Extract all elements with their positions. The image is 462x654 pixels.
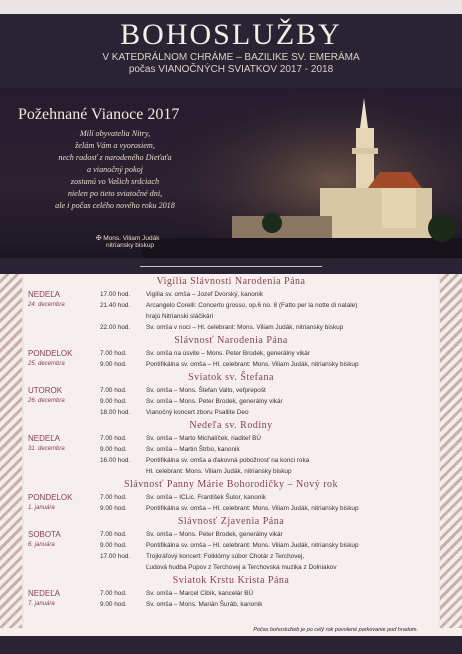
schedule-row — [24, 348, 438, 359]
event-description: Pontifikálna sv. omša – Hl. celebrant: Mons. Viliam Judák, nitriansky biskup — [146, 542, 359, 549]
time-label: 7.00 hod. — [100, 435, 127, 442]
event-description: Pontifikálna sv. omša – Hl. celebrant: Mons. Viliam Judák, nitriansky biskup — [146, 361, 359, 368]
left-stripe-border — [0, 274, 22, 636]
top-toolbar — [0, 0, 462, 15]
signature-role: nitriansky biskup — [106, 242, 155, 249]
event-description: Pontifikálna sv. omša a ďakovná pobožnosť na konci roka — [146, 457, 310, 464]
schedule-row — [24, 289, 438, 300]
schedule-row — [24, 455, 438, 466]
schedule-row — [24, 562, 438, 573]
section-title: Sviatok sv. Štefana — [188, 372, 274, 383]
schedule-row — [24, 503, 438, 514]
right-stripe-border — [440, 274, 462, 636]
event-description: Pontifikálna sv. omša – Hl. celebrant: Mons. Viliam Judák, nitriansky biskup — [146, 505, 359, 512]
signature — [96, 235, 160, 249]
greeting-line: nech radosť z narodeného Dieťaťa — [58, 153, 172, 162]
time-label: 18.00 hod. — [100, 409, 131, 416]
divider-line — [140, 266, 322, 267]
date-label: 24. decembra — [28, 302, 65, 308]
section-title: Slávnosť Panny Márie Bohorodičky – Nový rok — [123, 479, 339, 490]
header-subtitle-2: počas VIANOČNÝCH SVIATKOV 2017 - 2018 — [128, 64, 334, 75]
schedule-row — [24, 466, 438, 477]
event-description: Trojkráľový koncert: Folklórny súbor Chotár z Terchovej, — [146, 553, 305, 560]
schedule-row — [24, 433, 438, 444]
event-description: Sv. omša v noci – Hl. celebrant: Mons. Viliam Judák, nitriansky biskup — [146, 324, 344, 331]
section-title: Vigília Slávnosti Narodenia Pána — [156, 276, 306, 287]
greeting-line: Milí obyvatelia Nitry, — [79, 129, 151, 138]
schedule-row — [24, 359, 438, 370]
time-label: 17.00 hod. — [100, 291, 131, 298]
time-label: 9.00 hod. — [100, 505, 127, 512]
greeting-line: a vianočný pokoj — [87, 165, 143, 174]
event-description: Sv. omša – Mons. Štefan Vallo, vefprepošt — [146, 387, 266, 394]
event-description: Sv. omša – ICLic. František Šutor, kanonik — [146, 494, 266, 501]
time-label: 7.00 hod. — [100, 494, 127, 501]
header — [0, 14, 462, 88]
event-description: Ľudová hudba Pupov z Terchovej a Terchovská muzika z Dolniakov — [146, 564, 337, 571]
day-label: PONDELOK — [28, 349, 73, 358]
event-description: Sv. omša – Mons. Peter Brodek, generálny vikár — [146, 531, 283, 538]
time-label: 9.00 hod. — [100, 446, 127, 453]
day-label: SOBOTA — [28, 530, 61, 539]
date-label: 6. januára — [28, 542, 55, 548]
event-description: Sv. omša – Martin Štrbo, kanonik — [146, 446, 240, 453]
event-description: Hl. celebrant: Mons. Viliam Judák, nitriansky biskup — [146, 468, 292, 475]
event-description: Sv. omša na úsvite – Mons. Peter Brodek, generálny vikár — [146, 350, 310, 357]
time-label: 9.00 hod. — [100, 542, 127, 549]
day-label: NEDEĽA — [28, 290, 61, 299]
time-label: 7.00 hod. — [100, 531, 127, 538]
time-label: 17.00 hod. — [100, 553, 131, 560]
date-label: 25. decembra — [28, 361, 65, 367]
event-description: Arcangelo Corelli: Concerto grosso, op.6 no. 8 (Fatto per la notte di natale) — [146, 302, 358, 309]
header-subtitle-1: V KATEDRÁLNOM CHRÁME – BAZILIKE SV. EMERÁMA — [102, 52, 360, 63]
event-description: hrajú Nitrianski sláčikári — [146, 313, 214, 320]
greeting-text — [40, 128, 190, 212]
event-description: Sv. omša – Marcel Cibík, kancelár BÚ — [146, 590, 254, 597]
date-label: 31. decembra — [28, 446, 65, 452]
greeting-line: želám Vám a vyorosiem, — [75, 141, 155, 150]
time-label: 22.00 hod. — [100, 324, 131, 331]
schedule-row — [24, 407, 438, 418]
section-title: Sviatok Krstu Krista Pána — [172, 575, 290, 586]
section-title: Slávnosť Narodenia Pána — [174, 335, 288, 346]
schedule-row — [24, 599, 438, 610]
castle-illustration — [142, 88, 462, 258]
date-label: 7. januára — [28, 601, 55, 607]
schedule-row — [24, 551, 438, 562]
schedule-row — [24, 311, 438, 322]
event-description: Vigília sv. omša – Jozef Dvorský, kanonik — [146, 291, 263, 298]
schedule-row — [24, 322, 438, 333]
footer — [0, 627, 462, 654]
castle-photo — [0, 88, 462, 258]
time-label: 7.00 hod. — [100, 387, 127, 394]
event-description: Sv. omša – Marto Michalíček, riaditeľ BÚ — [146, 435, 262, 442]
greeting-line: ale i počas celého nového roku 2018 — [55, 201, 175, 210]
schedule-row — [24, 540, 438, 551]
day-label: UTOROK — [28, 386, 63, 395]
event-description: Vianočný koncert zboru Psallite Deo — [146, 409, 249, 416]
page-title: BOHOSLUŽBY — [120, 18, 342, 51]
section-title: Slávnosť Zjavenia Pána — [177, 516, 285, 527]
section-title: Nedeľa sv. Rodiny — [189, 420, 273, 431]
day-label: PONDELOK — [28, 493, 73, 502]
time-label: 7.00 hod. — [100, 590, 127, 597]
event-description: Sv. omša – Mons. Peter Brodek, generálny vikár — [146, 398, 283, 405]
time-label: 16.00 hod. — [100, 457, 131, 464]
schedule-row — [24, 529, 438, 540]
schedule-row — [24, 385, 438, 396]
time-label: 9.00 hod. — [100, 601, 127, 608]
time-label: 7.00 hod. — [100, 350, 127, 357]
date-label: 26. decembra — [28, 398, 65, 404]
footer-note: Počas bohoslužieb je po celý rok povolené parkovanie pod hradom. — [253, 627, 418, 633]
time-label: 9.00 hod. — [100, 361, 127, 368]
schedule — [24, 274, 438, 636]
time-label: 21.40 hod. — [100, 302, 131, 309]
greeting-line: nielen po tieto sviatočné dni, — [67, 189, 163, 198]
signature-name: ✠ Mons. Viliam Judák — [96, 235, 160, 242]
event-description: Sv. omša – Mons. Marián Šuráb, kanonik — [146, 601, 263, 608]
schedule-row — [24, 444, 438, 455]
photo-caption: Požehnané Vianoce 2017 — [18, 106, 180, 123]
date-label: 1. januára — [28, 505, 55, 511]
time-label: 9.00 hod. — [100, 398, 127, 405]
schedule-row — [24, 492, 438, 503]
schedule-row — [24, 396, 438, 407]
day-label: NEDEĽA — [28, 434, 61, 443]
schedule-row — [24, 300, 438, 311]
greeting-line: zostanú vo Vašich srdciach — [70, 177, 160, 186]
day-label: NEDEĽA — [28, 589, 61, 598]
divider-bar — [0, 258, 462, 274]
schedule-row — [24, 588, 438, 599]
